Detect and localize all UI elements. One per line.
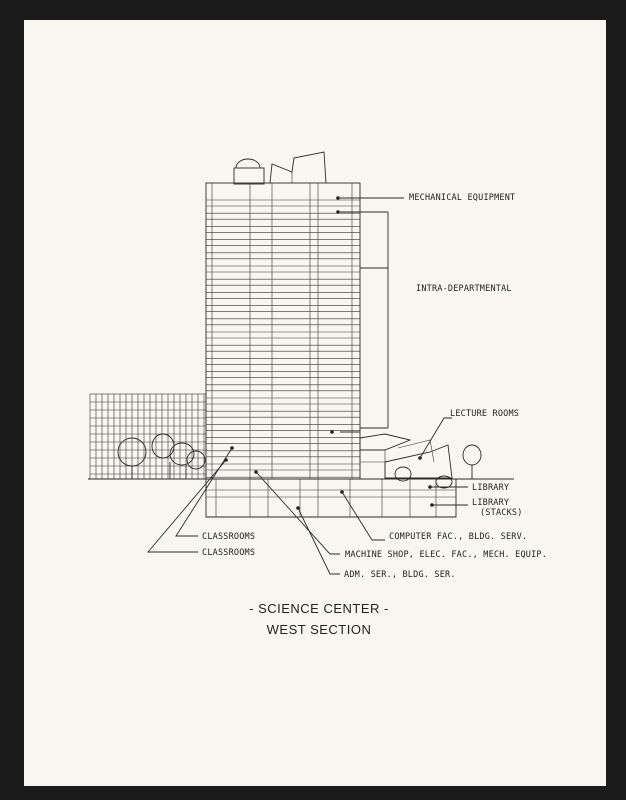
label-mechanical-equipment: MECHANICAL EQUIPMENT: [409, 193, 516, 203]
label-adm-services: ADM. SER., BLDG. SER.: [344, 570, 456, 580]
label-intra-departmental: INTRA-DEPARTMENTAL: [416, 284, 512, 294]
label-classrooms-lower: CLASSROOMS: [202, 548, 256, 558]
label-classrooms-upper: CLASSROOMS: [202, 532, 256, 542]
label-stacks: (STACKS): [480, 508, 523, 518]
label-computer-facilities: COMPUTER FAC., BLDG. SERV.: [389, 532, 528, 542]
label-library: LIBRARY: [472, 483, 510, 493]
background-building: [90, 394, 206, 479]
tower: [206, 152, 360, 479]
label-machine-shop: MACHINE SHOP, ELEC. FAC., MECH. EQUIP.: [345, 550, 548, 560]
label-lecture-rooms: LECTURE ROOMS: [450, 409, 520, 419]
caption-subtitle: WEST SECTION: [266, 622, 372, 637]
label-library-stacks: LIBRARY: [472, 498, 510, 508]
caption-title: - SCIENCE CENTER -: [249, 601, 389, 616]
lecture-block: [360, 434, 452, 478]
basement: [206, 479, 456, 517]
